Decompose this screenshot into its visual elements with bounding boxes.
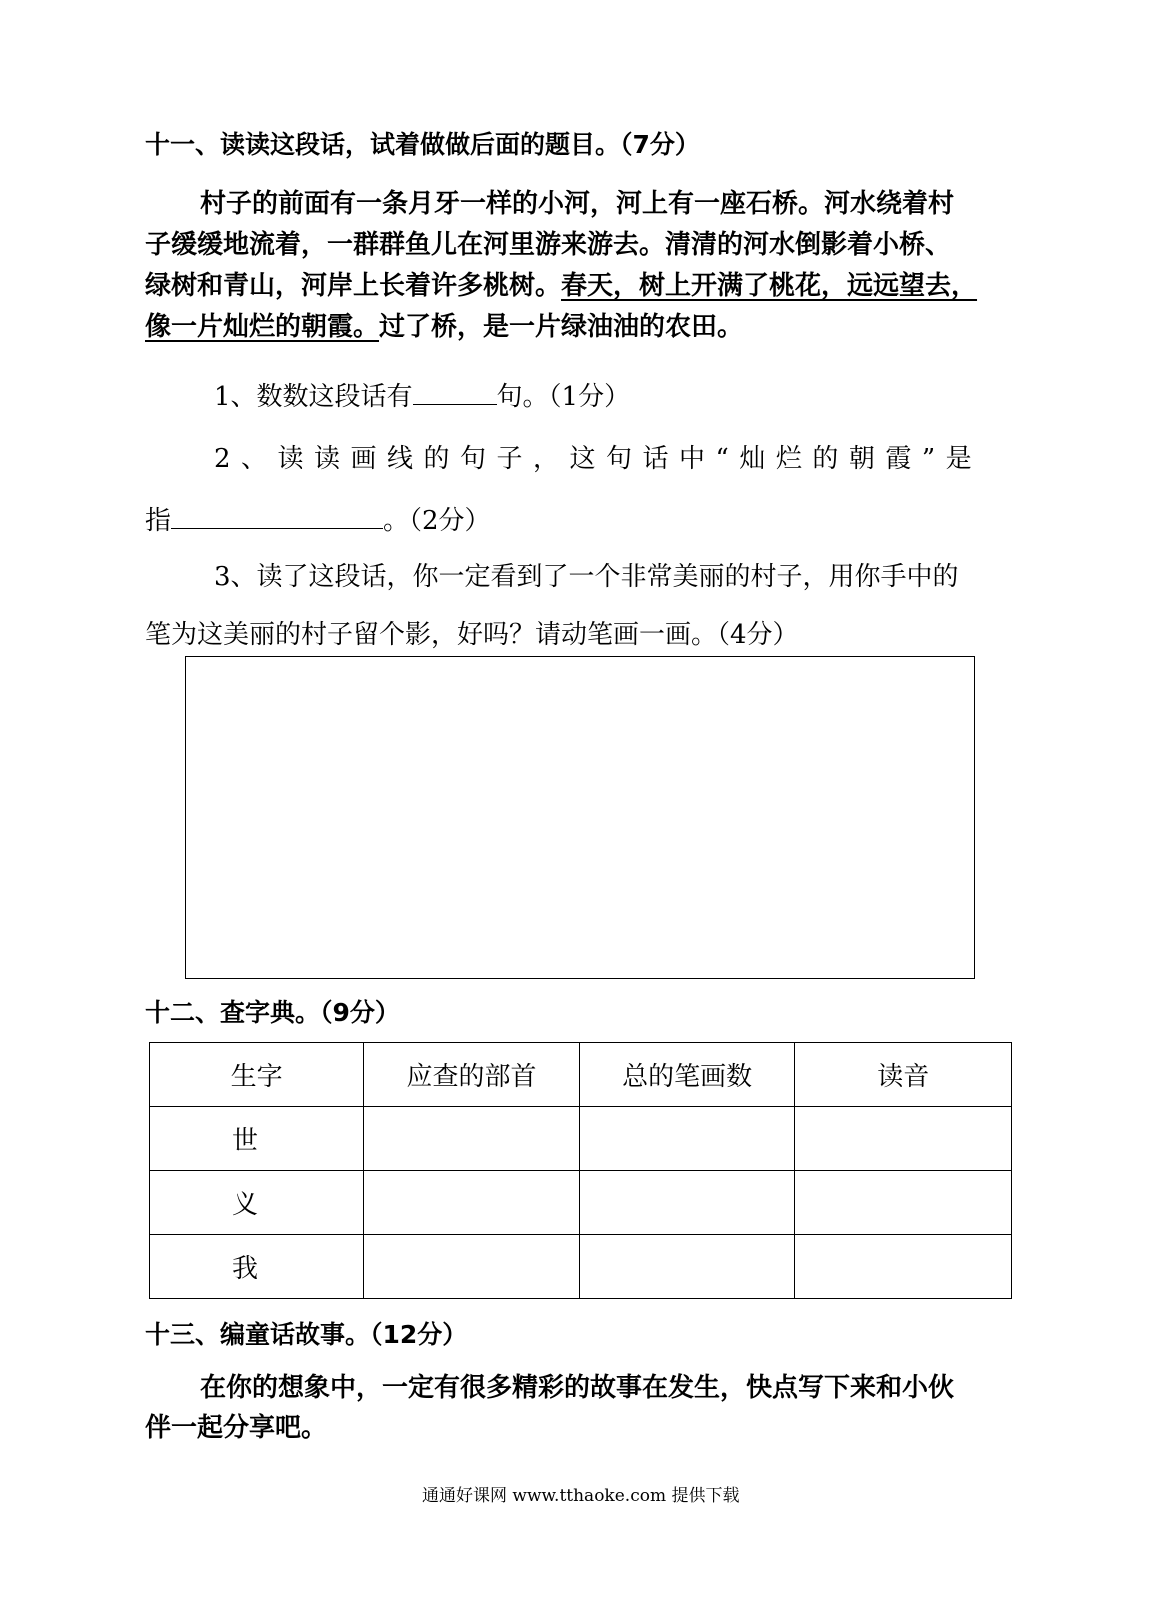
passage-line-3-plain: 绿树和青山，河岸上长着许多桃树。 [145,271,562,301]
table-row [150,1107,1012,1171]
question-1-text: 1、数数这段话有 [214,382,413,412]
question-1 [214,378,630,415]
passage-line-4-plain: 过了桥，是一片绿油油的农田。 [379,312,744,342]
section-11-heading: 十一、读读这段话，试着做做后面的题目。（7分） [145,130,700,159]
character-cell: 世 [150,1107,364,1171]
drawing-area[interactable] [185,656,975,979]
question-2-score: 。（2分） [383,506,491,536]
question-1-blank[interactable] [413,378,497,405]
question-3-line-1: 3、读了这段话，你一定看到了一个非常美丽的村子，用你手中的 [214,562,959,592]
section-13-line-1: 在你的想象中，一定有很多精彩的故事在发生，快点写下来和小伙 [200,1373,955,1403]
radical-cell[interactable] [364,1107,580,1171]
header-stroke-count: 总的笔画数 [579,1043,795,1107]
header-radical: 应查的部首 [364,1043,580,1107]
pronunciation-cell[interactable] [795,1171,1012,1235]
underlined-sentence-part-1: 春天，树上开满了桃花，远远望去， [561,271,978,301]
passage-line-4 [145,307,743,347]
stroke-count-cell[interactable] [579,1235,795,1299]
section-12-heading: 十二、查字典。（9分） [145,998,400,1027]
table-row [150,1171,1012,1235]
underlined-sentence-part-2: 像一片灿烂的朝霞。 [145,312,380,342]
passage-line-3 [145,266,977,306]
stroke-count-cell[interactable] [579,1107,795,1171]
character-cell: 我 [150,1235,364,1299]
passage-line-1: 村子的前面有一条月牙一样的小河，河上有一座石桥。河水绕着村 [200,189,955,219]
question-2-line-1: 2、读读画线的句子，这句话中“灿烂的朝霞”是 [214,444,983,474]
section-13-line-2: 伴一起分享吧。 [145,1413,328,1443]
header-character: 生字 [150,1043,364,1107]
table-row [150,1235,1012,1299]
header-pronunciation: 读音 [795,1043,1012,1107]
passage-line-2: 子缓缓地流着，一群群鱼儿在河里游来游去。清清的河水倒影着小桥、 [145,230,952,260]
question-2-line-2 [145,502,491,539]
question-1-score: 句。（1分） [496,382,631,412]
table-header-row [150,1043,1012,1107]
character-cell: 义 [150,1171,364,1235]
stroke-count-cell[interactable] [579,1171,795,1235]
footer-text: 通通好课网 www.tthaoke.com 提供下载 [422,1486,740,1506]
pronunciation-cell[interactable] [795,1235,1012,1299]
section-13-heading: 十三、编童话故事。（12分） [145,1320,468,1349]
question-3-line-2: 笔为这美丽的村子留个影，好吗？请动笔画一画。（4分） [145,620,799,650]
radical-cell[interactable] [364,1171,580,1235]
radical-cell[interactable] [364,1235,580,1299]
question-2-prefix: 指 [145,506,172,536]
pronunciation-cell[interactable] [795,1107,1012,1171]
dictionary-table [149,1042,1012,1299]
question-2-blank[interactable] [171,502,383,529]
